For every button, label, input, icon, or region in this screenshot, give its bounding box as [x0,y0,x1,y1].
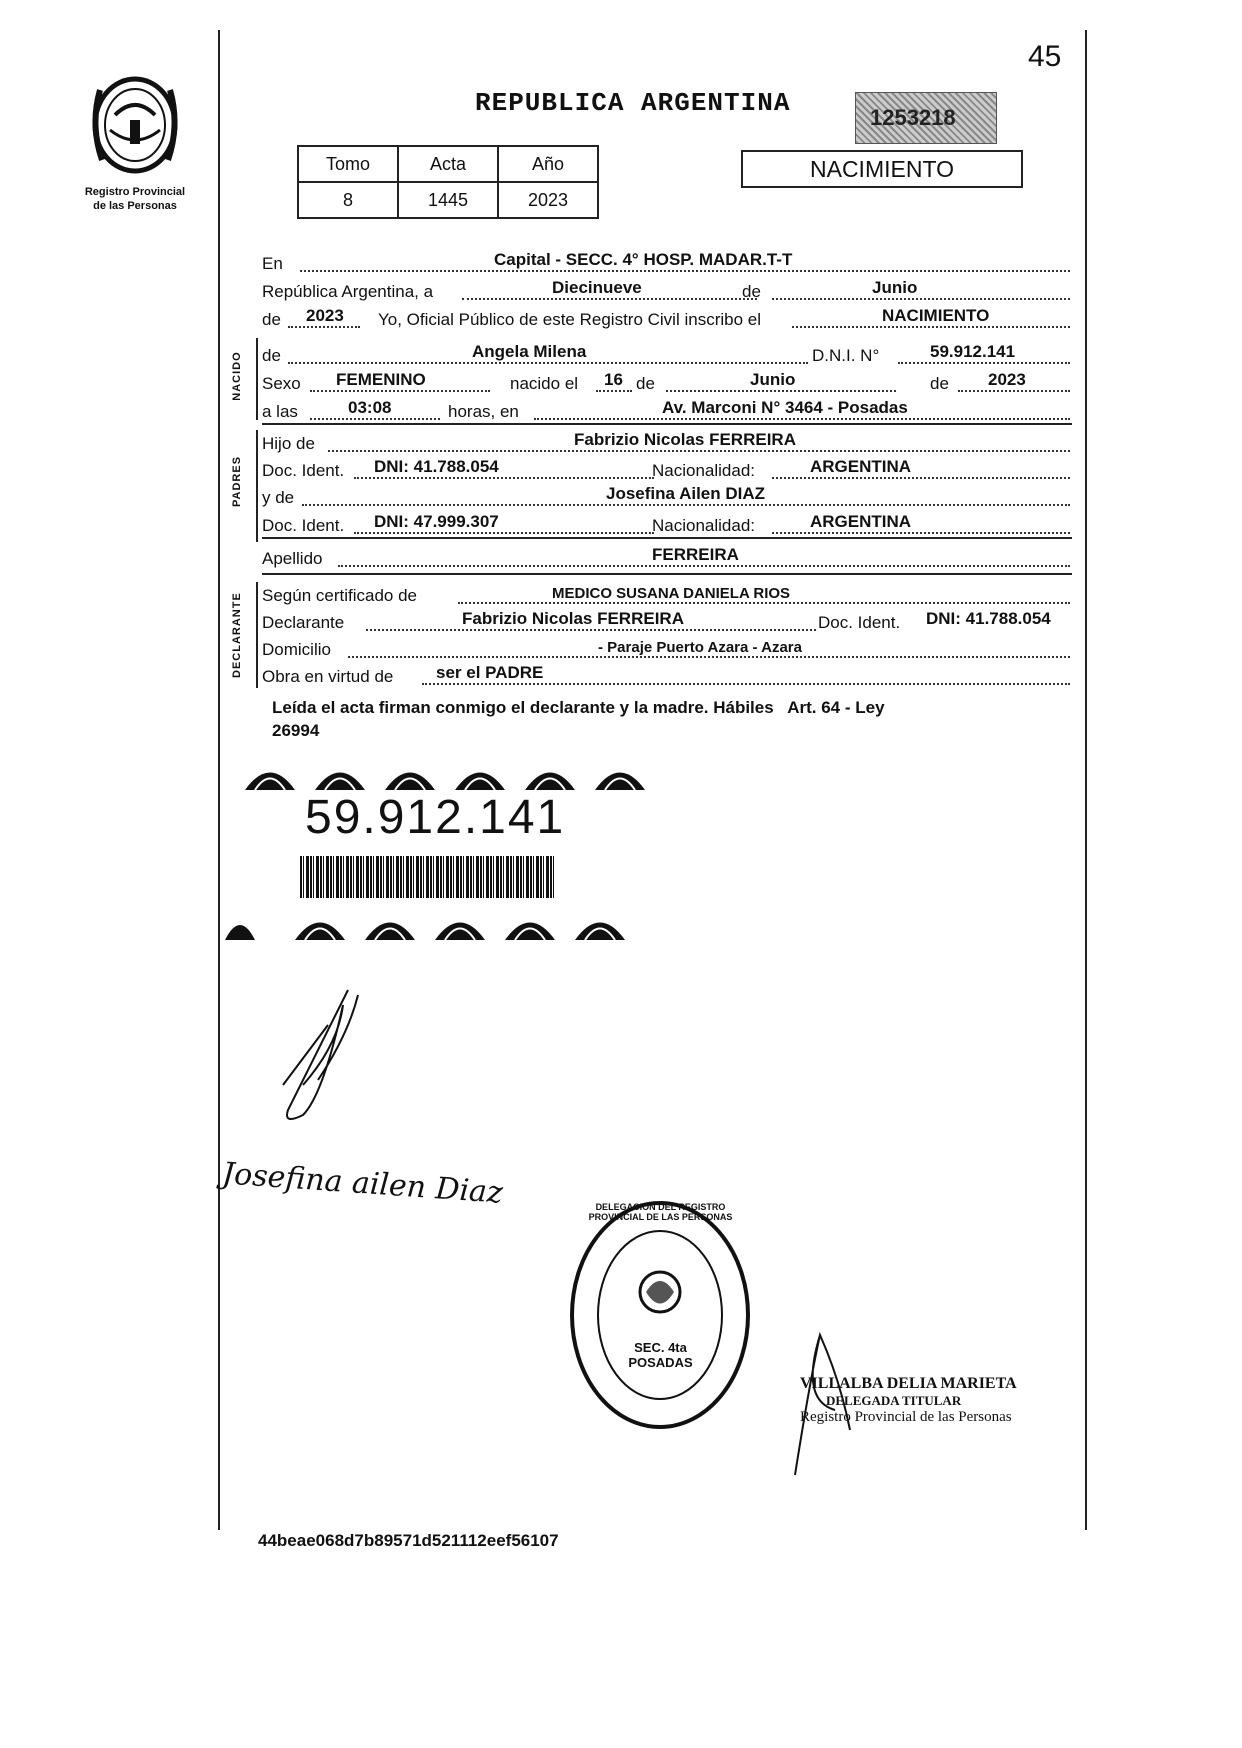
row-domicilio [262,636,1072,662]
label-cert: Según certificado de [262,586,417,605]
dotline [898,362,1070,364]
label-obra: Obra en virtud de [262,667,394,686]
value-day: Diecinueve [552,278,642,297]
label-horas: horas, en [448,402,519,421]
value-month: Junio [872,278,918,297]
row-hijo [262,430,1072,456]
fingerprint-pattern-icon [220,905,670,945]
label-en: En [262,254,283,273]
row-nacido-hora [262,398,1072,424]
label-apellido: Apellido [262,549,323,568]
register-header-anio: Año [498,146,598,182]
value-mother: Josefina Ailen DIAZ [606,484,766,503]
label-de: de [262,346,281,365]
dotline [310,418,440,420]
side-label-nacido: NACIDO [231,351,243,401]
row-republica [262,278,1072,304]
value-time: 03:08 [348,398,392,417]
value-dom: - Paraje Puerto Azara - Azara [598,639,802,656]
rule-3 [262,573,1072,575]
register-value-row [298,182,598,218]
label-doc: Doc. Ident. [262,461,345,480]
logo-caption-1: Registro Provincial [84,186,186,198]
seal-ring-text: DELEGACION DEL REGISTRO PROVINCIAL DE LAS PERSONAS [588,1202,733,1222]
row-father-doc [262,457,1072,483]
record-type-box [741,150,1023,188]
official-signature [790,1320,880,1480]
label-dom: Domicilio [262,640,331,659]
dotline [596,390,632,392]
dotline [300,270,1070,272]
right-margin-line [1085,30,1087,1530]
value-place: Av. Marconi N° 3464 - Posadas [662,398,908,417]
label-nacido-el: nacido el [510,374,579,393]
label-doc: Doc. Ident. [262,516,345,535]
fingerprint-pattern-icon [220,755,670,795]
dotline [310,390,490,392]
official-seal [568,1200,753,1430]
side-label-padres: PADRES [231,455,243,507]
stamp-number: 1253218 [870,105,956,130]
dotline [302,504,1070,506]
seal-center-text: SEC. 4ta POSADAS [628,1340,693,1370]
value-cert: MEDICO SUSANA DANIELA RIOS [552,585,791,602]
value-birth-year: 2023 [988,370,1026,389]
label-de: de [636,374,655,393]
label-de: de [742,282,761,301]
security-stamp [855,92,997,144]
register-header-acta: Acta [398,146,498,182]
mother-signature: Josefina ailen Diaz [221,1156,504,1211]
dotline [958,390,1070,392]
page-number: 45 [1028,40,1062,73]
label-alas: a las [262,402,298,421]
label-doc: Doc. Ident. [818,613,901,632]
dotline [666,390,896,392]
logo-caption-2: de las Personas [93,200,177,212]
seal-ring-icon [568,1200,753,1430]
dotline [328,450,1070,452]
dotline [288,362,808,364]
stamp-line-2: DELEGADA TITULAR [826,1393,962,1408]
dotline [458,602,1070,604]
row-apellido [262,545,1072,571]
row-de-year [262,306,1072,332]
row-certificado [262,582,1072,608]
row-en [262,250,1072,276]
legal-note-line-2: 26994 [272,721,320,740]
rule-2 [262,537,1072,539]
dotline [354,532,654,534]
label-sexo: Sexo [262,374,301,393]
row-nacido-sexo [262,370,1072,396]
value-en: Capital - SECC. 4° HOSP. MADAR.T-T [494,250,793,269]
record-type: NACIMIENTO [810,156,954,182]
value-birth-day: 16 [604,370,623,389]
misiones-seal-icon [80,70,190,180]
dotline [366,629,816,631]
register-value-anio: 2023 [498,182,598,218]
document-hash: 44beae068d7b89571d521112eef56107 [258,1531,559,1550]
dotline [534,418,1070,420]
dotline [772,532,1070,534]
fingerprint-row-top [220,755,670,795]
value-inscribe: NACIMIENTO [882,306,990,325]
province-logo [80,70,190,212]
value-apellido: FERREIRA [652,545,739,564]
value-mother-doc: DNI: 47.999.307 [374,512,499,531]
row-yde [262,484,1072,510]
value-sexo: FEMENINO [336,370,426,389]
dotline [422,683,1070,685]
page-title: REPUBLICA ARGENTINA [475,88,791,118]
id-number-large: 59.912.141 [305,791,566,844]
register-value-tomo: 8 [298,182,398,218]
side-label-declarante: DECLARANTE [231,592,243,678]
father-signature [268,985,378,1135]
value-father-doc: DNI: 41.788.054 [374,457,499,476]
dotline [338,565,1070,567]
value-father: Fabrizio Nicolas FERREIRA [574,430,796,449]
label-yde: y de [262,488,295,507]
value-decl: Fabrizio Nicolas FERREIRA [462,609,684,628]
row-mother-doc [262,512,1072,538]
label-de2: de [262,310,281,329]
legal-note-line-1: Leída el acta firman conmigo el declarante y la madre. Hábiles Art. 64 - Ley [272,698,885,717]
row-obra [262,663,1072,689]
rule-1 [262,423,1072,425]
dotline [354,477,654,479]
value-father-nac: ARGENTINA [810,457,912,476]
value-dni: 59.912.141 [930,342,1016,361]
dotline [792,326,1070,328]
label-nacionalidad: Nacionalidad: [652,461,756,480]
fingerprint-row-bottom [220,905,670,945]
label-republica: República Argentina, a [262,282,434,301]
value-obra: ser el PADRE [436,663,544,682]
row-declarante [262,609,1072,635]
dotline [288,326,360,328]
value-birth-month: Junio [750,370,796,389]
value-mother-nac: ARGENTINA [810,512,912,531]
label-hijo: Hijo de [262,434,315,453]
dotline [348,656,1070,658]
barcode [300,856,555,898]
label-decl: Declarante [262,613,345,632]
label-oficial: Yo, Oficial Público de este Registro Civil inscribo el [378,310,761,329]
label-nacionalidad: Nacionalidad: [652,516,756,535]
register-header-row [298,146,598,182]
value-name: Angela Milena [472,342,587,361]
register-header-tomo: Tomo [298,146,398,182]
dotline [462,298,757,300]
row-nacido-name [262,342,1072,368]
dotline [772,298,1070,300]
register-value-acta: 1445 [398,182,498,218]
register-table [297,145,599,219]
value-decl-doc: DNI: 41.788.054 [926,609,1051,628]
dotline [772,477,1070,479]
stamp-line-1: VILLALBA DELIA MARIETA [800,1375,1017,1392]
stamp-line-3: Registro Provincial de las Personas [800,1409,1012,1425]
value-year: 2023 [306,306,344,325]
label-dni: D.N.I. N° [812,346,880,365]
label-de: de [930,374,949,393]
